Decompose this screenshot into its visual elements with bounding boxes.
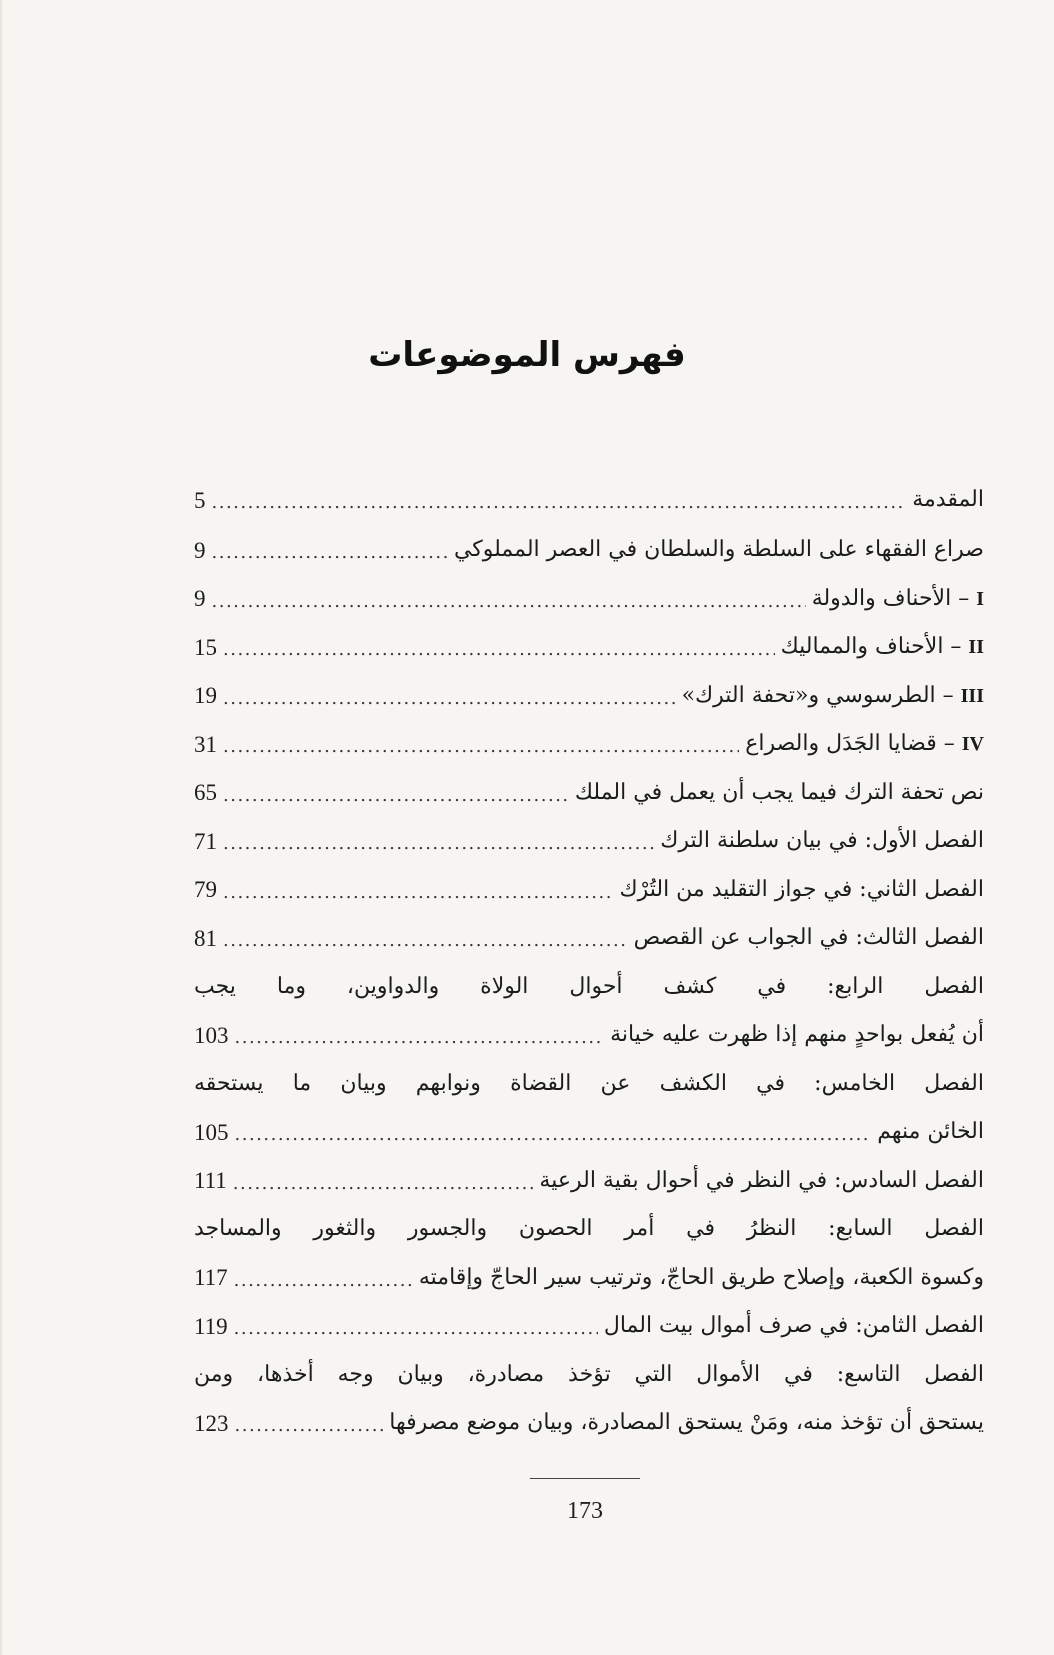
toc-entry	[194, 914, 984, 963]
toc-entry	[194, 1205, 984, 1254]
toc-entry	[194, 1399, 984, 1448]
toc-entry-title	[681, 682, 984, 708]
toc-entry	[194, 1108, 984, 1157]
toc-page-number: 103	[194, 1022, 229, 1048]
dot-leader	[235, 1417, 384, 1435]
toc-entry	[194, 866, 984, 915]
toc-entry-title: المقدمة	[912, 487, 984, 512]
toc-page-number: 111	[194, 1168, 227, 1194]
toc-entry-title: الفصل الأول: في بيان سلطنة الترك	[660, 828, 984, 854]
toc-roman-numeral: I	[976, 587, 984, 610]
dot-leader	[234, 1320, 598, 1338]
toc-entry	[194, 1157, 984, 1206]
toc-entry	[194, 1060, 984, 1109]
toc-entry-text: – الأحناف والدولة	[811, 585, 970, 611]
toc-entry	[194, 769, 984, 818]
toc-page-number: 5	[194, 487, 206, 513]
toc-page-number: 79	[194, 877, 217, 903]
toc-entry	[194, 672, 984, 721]
toc-entry	[194, 623, 984, 672]
dot-leader	[233, 1175, 534, 1193]
toc-entry-title: الفصل السابع: النظرُ في أمر الحصون والجسور والثغور والمساجد	[194, 1216, 984, 1242]
toc-entry-title: الفصل التاسع: في الأموال التي تؤخذ مصادرة، وبيان وجه أخذها، ومن	[194, 1361, 984, 1387]
dot-leader	[223, 787, 569, 805]
toc-entry-title: الخائن منهم	[877, 1119, 984, 1145]
dot-leader	[223, 690, 676, 708]
toc-page-number: 65	[194, 780, 217, 806]
page-edge	[0, 0, 3, 1655]
table-of-contents	[194, 474, 984, 1448]
toc-entry-title: نص تحفة الترك فيما يجب أن يعمل في الملك	[574, 779, 984, 805]
toc-entry	[194, 963, 984, 1012]
page-title: فهرس الموضوعات	[368, 334, 686, 375]
dot-leader	[223, 932, 628, 950]
dot-leader	[223, 884, 613, 902]
toc-entry	[194, 1351, 984, 1400]
dot-leader	[235, 1126, 872, 1144]
toc-entry-title: الفصل الثالث: في الجواب عن القصص	[633, 925, 984, 951]
toc-page-number: 105	[194, 1119, 229, 1145]
toc-page-number: 117	[194, 1265, 228, 1291]
toc-entry-title	[811, 585, 984, 611]
toc-entry-title: وكسوة الكعبة، وإصلاح طريق الحاجّ، وترتيب سير الحاجّ وإقامته	[418, 1264, 984, 1290]
toc-entry	[194, 817, 984, 866]
toc-entry	[194, 1254, 984, 1303]
toc-page-number: 123	[194, 1410, 229, 1436]
toc-entry-title: الفصل الثاني: في جواز التقليد من التُرْك	[619, 876, 984, 902]
page-number: 173	[567, 1498, 603, 1524]
toc-page-number: 31	[194, 731, 217, 757]
toc-entry	[194, 720, 984, 769]
toc-entry	[194, 474, 984, 526]
toc-page-number: 9	[194, 537, 206, 563]
toc-entry-title	[781, 636, 984, 658]
toc-roman-numeral: III	[960, 684, 984, 707]
toc-page-number: 15	[194, 634, 217, 660]
toc-entry-title: الفصل السادس: في النظر في أحوال بقية الرعية	[539, 1167, 984, 1193]
dot-leader	[223, 641, 775, 659]
toc-entry-title: الفصل الخامس: في الكشف عن القضاة ونوابهم وبيان ما يستحقه	[194, 1070, 984, 1096]
toc-entry-title: الفصل الثامن: في صرف أموال بيت المال	[603, 1313, 984, 1339]
toc-entry	[194, 526, 984, 575]
toc-roman-numeral: II	[968, 636, 984, 659]
dot-leader	[212, 494, 907, 512]
toc-page-number: 71	[194, 828, 217, 854]
toc-entry-text: – قضايا الجَدَل والصراع	[745, 731, 955, 757]
toc-entry	[194, 1011, 984, 1060]
toc-entry-text: – الأحناف والمماليك	[780, 634, 962, 660]
toc-page-number: 119	[194, 1313, 228, 1339]
toc-page-number: 81	[194, 925, 217, 951]
footer-rule	[530, 1478, 640, 1479]
toc-roman-numeral: IV	[961, 733, 984, 756]
toc-entry	[194, 1302, 984, 1351]
dot-leader	[223, 738, 739, 756]
toc-page-number: 19	[194, 683, 217, 709]
toc-entry-title: صراع الفقهاء على السلطة والسلطان في العصر المملوكي	[453, 537, 984, 563]
toc-page-number: 9	[194, 586, 206, 612]
dot-leader	[212, 544, 448, 562]
dot-leader	[212, 593, 806, 611]
toc-entry	[194, 575, 984, 624]
toc-entry-title: الفصل الرابع: في كشف أحوال الولاة والدواوين، وما يجب	[194, 973, 984, 999]
toc-entry-text: – الطرسوسي و«تحفة الترك»	[681, 682, 954, 708]
dot-leader	[234, 1272, 413, 1290]
toc-entry-title: يستحق أن تؤخذ منه، ومَنْ يستحق المصادرة، وبيان موضع مصرفها	[389, 1410, 984, 1436]
toc-entry-title: أن يُفعل بواحدٍ منهم إذا ظهرت عليه خيانة	[610, 1022, 984, 1048]
dot-leader	[235, 1029, 605, 1047]
toc-entry-title	[745, 733, 984, 755]
dot-leader	[223, 835, 654, 853]
